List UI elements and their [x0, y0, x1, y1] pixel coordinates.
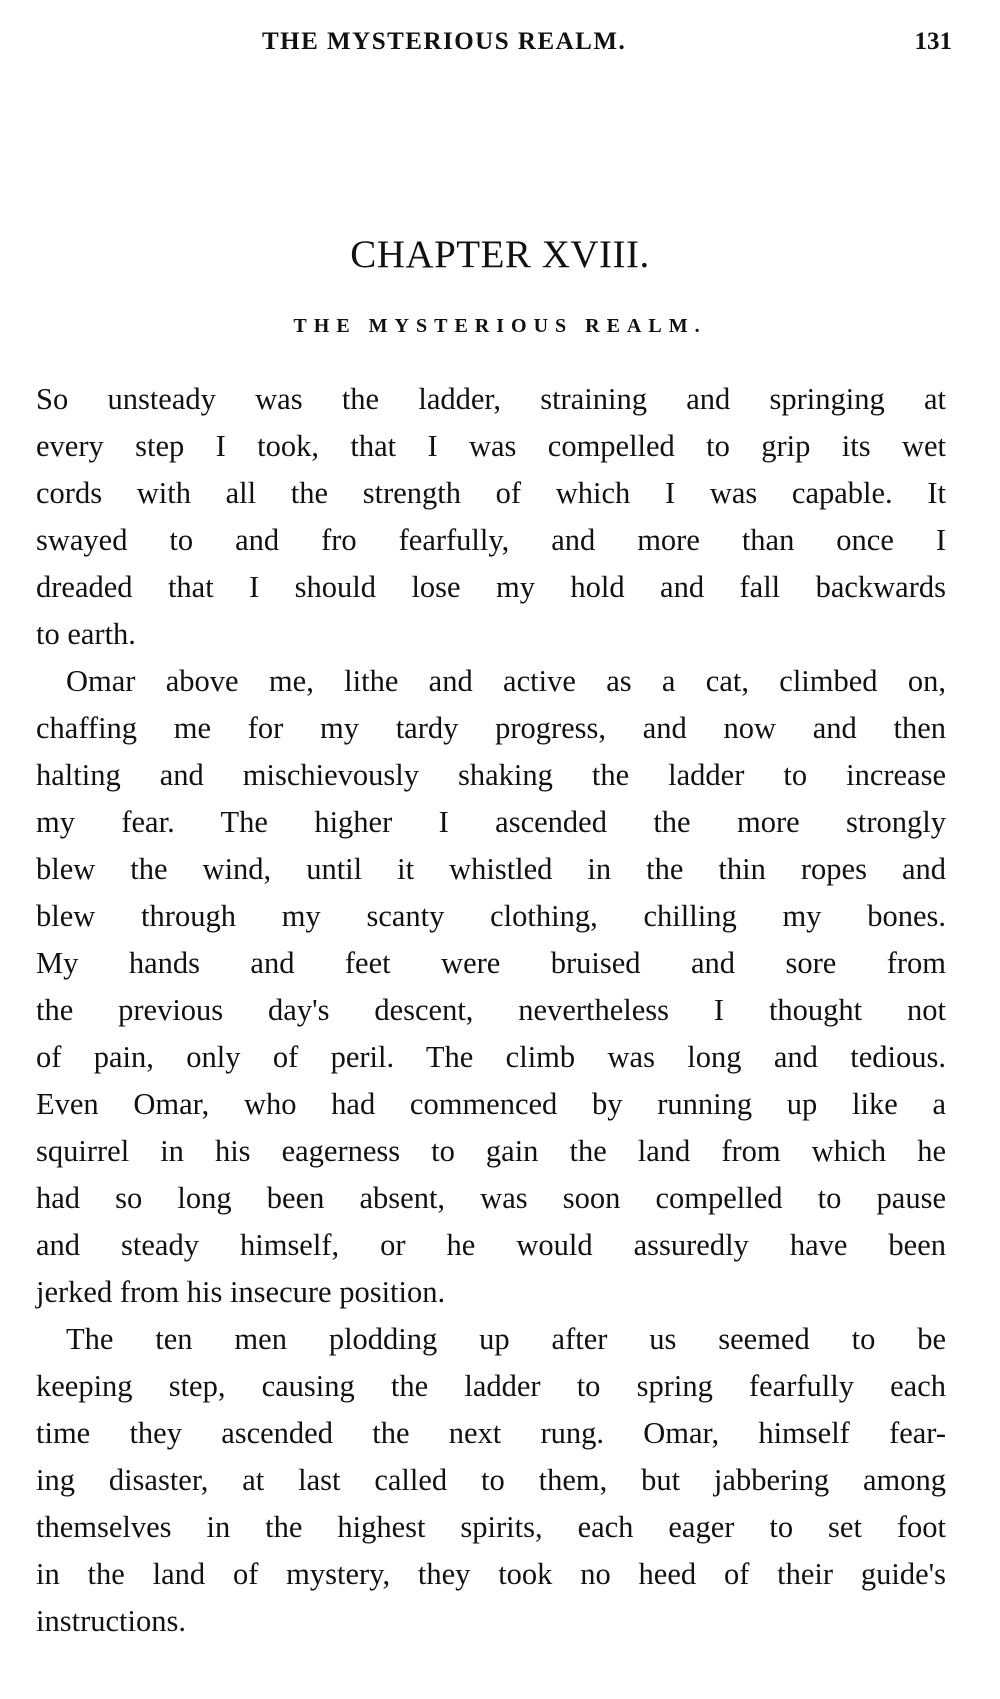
text-line-content: cords with all the strength of which I was capable. It [36, 476, 946, 510]
text-line [36, 893, 946, 940]
text-line-content: Omar above me, lithe and active as a cat, climbed on, [66, 664, 946, 698]
text-line [36, 423, 946, 470]
text-line-content: jerked from his insecure position. [36, 1275, 446, 1309]
text-line-content: dreaded that I should lose my hold and fall backwards [36, 570, 946, 604]
text-line [36, 1363, 946, 1410]
text-line [36, 752, 946, 799]
text-line-content: keeping step, causing the ladder to spring fearfully each [36, 1369, 946, 1403]
text-line-content: blew through my scanty clothing, chilling my bones. [36, 899, 946, 933]
text-line-content: of pain, only of peril. The climb was long and tedious. [36, 1040, 946, 1074]
text-line-content: halting and mischievously shaking the ladder to increase [36, 758, 946, 792]
text-line [36, 1504, 946, 1551]
text-line-content: my fear. The higher I ascended the more strongly [36, 805, 946, 839]
text-line [36, 1457, 946, 1504]
text-line-content: the previous day's descent, nevertheless I thought not [36, 993, 946, 1027]
text-line-content: ing disaster, at last called to them, but jabbering among [36, 1463, 946, 1497]
text-line [36, 846, 946, 893]
paragraph [36, 658, 946, 1316]
text-line [36, 376, 946, 423]
text-line [36, 1222, 946, 1269]
text-line-content: themselves in the highest spirits, each eager to set foot [36, 1510, 946, 1544]
text-line [36, 1128, 946, 1175]
text-line [36, 1551, 946, 1598]
text-line [36, 658, 946, 705]
text-line [36, 940, 946, 987]
text-line-content: So unsteady was the ladder, straining and springing at [36, 382, 946, 416]
text-line [36, 1034, 946, 1081]
text-line [36, 611, 946, 658]
text-line-content: and steady himself, or he would assuredly have been [36, 1228, 946, 1262]
running-head-title: THE MYSTERIOUS REALM. [262, 28, 627, 55]
text-line [36, 1175, 946, 1222]
text-line-content: instructions. [36, 1604, 186, 1638]
paragraph [36, 376, 946, 658]
chapter-heading: CHAPTER XVIII. [350, 233, 650, 276]
text-line-content: to earth. [36, 617, 136, 651]
text-line [36, 1316, 946, 1363]
text-line-content: in the land of mystery, they took no heed of their guide's [36, 1557, 946, 1591]
text-line [36, 987, 946, 1034]
text-line-content: time they ascended the next rung. Omar, himself fear- [36, 1416, 946, 1450]
text-line [36, 470, 946, 517]
text-line [36, 1081, 946, 1128]
chapter-subtitle: THE MYSTERIOUS REALM. [293, 315, 707, 337]
text-line [36, 799, 946, 846]
text-line-content: Even Omar, who had commenced by running up like a [36, 1087, 946, 1121]
text-line-content: blew the wind, until it whistled in the thin ropes and [36, 852, 946, 886]
text-line-content: had so long been absent, was soon compelled to pause [36, 1181, 946, 1215]
text-line-content: My hands and feet were bruised and sore from [36, 946, 946, 980]
paragraph [36, 1316, 946, 1645]
text-line [36, 517, 946, 564]
text-line [36, 705, 946, 752]
text-line-content: swayed to and fro fearfully, and more than once I [36, 523, 946, 557]
text-line-content: chaffing me for my tardy progress, and now and then [36, 711, 946, 745]
text-line [36, 1410, 946, 1457]
body-text [36, 376, 946, 1645]
text-line-content: every step I took, that I was compelled to grip its wet [36, 429, 946, 463]
text-line-content: squirrel in his eagerness to gain the land from which he [36, 1134, 946, 1168]
text-line [36, 1598, 946, 1645]
text-line-content: The ten men plodding up after us seemed to be [66, 1322, 946, 1356]
page-number: 131 [914, 28, 952, 55]
text-line [36, 564, 946, 611]
running-head [0, 28, 1000, 68]
text-line [36, 1269, 946, 1316]
